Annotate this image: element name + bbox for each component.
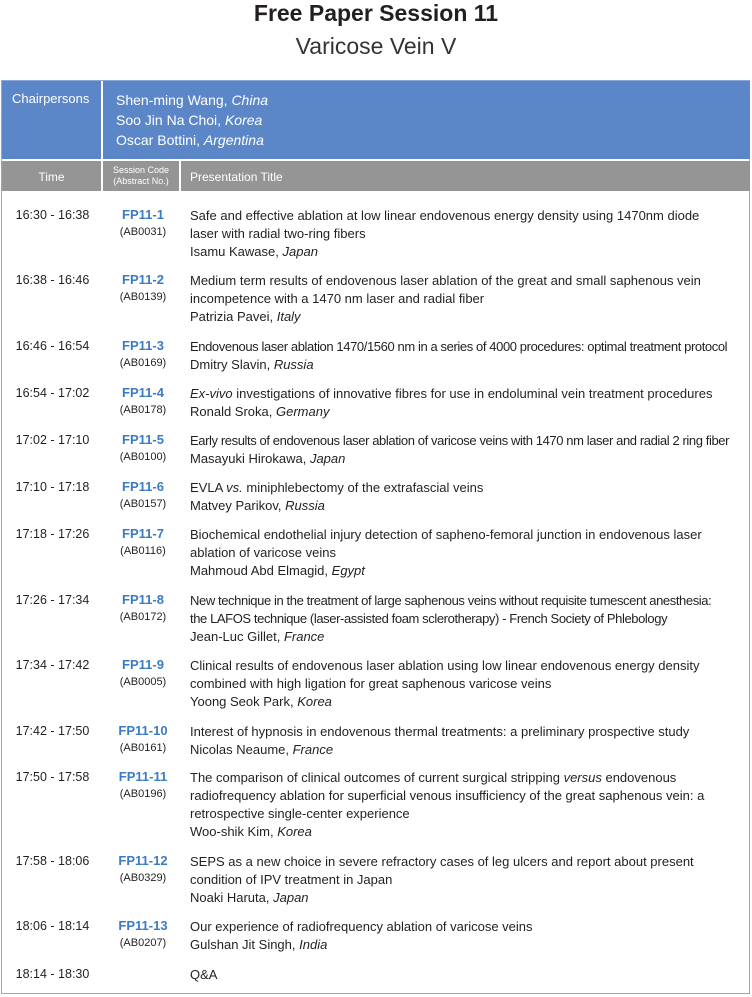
row-time: 16:46 - 16:54 [15,339,90,353]
author-name: Woo-shik Kim [190,824,270,839]
title-line: laser with radial two-ring fibers [190,226,366,241]
title-line: Early results of endovenous laser ablation of varicose veins with 1470 nm laser and radial 2 ring fiber [190,433,730,448]
title-line: Q&A [190,967,218,982]
row-author: Gulshan Jit Singh, India [190,937,328,952]
row-author: Noaki Haruta, Japan [190,890,309,905]
header-session-code [103,165,179,187]
author-name: Isamu Kawase [190,244,276,259]
title-line: Endovenous laser ablation 1470/1560 nm in a series of 4000 procedures: optimal treatment protocol [190,339,728,354]
author-country: Korea [277,824,312,839]
author-country: France [292,742,334,757]
chairperson-country: China [231,92,269,108]
author-name: Yoong Seok Park [190,694,290,709]
row-abstract-no: (AB0139) [119,291,167,303]
title-line: Our experience of radiofrequency ablation of varicose veins [190,919,533,934]
session-subtitle: Varicose Vein V [295,33,457,59]
chairperson-name: Oscar Bottini [116,132,197,148]
row-time: 17:26 - 17:34 [15,593,90,607]
row-author: Woo-shik Kim, Korea [190,824,312,839]
title-line: incompetence with a 1470 nm laser and radial fiber [190,291,485,306]
row-time: 18:06 - 18:14 [15,919,90,933]
author-name: Jean-Luc Gillet [190,629,277,644]
row-time: 16:30 - 16:38 [15,208,90,222]
author-country: Germany [276,404,330,419]
title-line: Biochemical endothelial injury detection of sapheno-femoral junction in endovenous laser [190,527,702,542]
author-name: Matvey Parikov [190,498,278,513]
row-abstract-no: (AB0169) [119,357,167,369]
title-text: investigations of innovative fibres for use in endoluminal vein treatment procedures [232,386,713,401]
title-line: combined with high ligation for great saphenous varicose veins [190,676,552,691]
chairpersons-list [116,90,268,150]
author-name: Dmitry Slavin [190,357,267,372]
column-divider [179,161,181,191]
row-abstract-no: (AB0196) [119,788,167,800]
row-author: Ronald Sroka, Germany [190,404,330,419]
title-line: ablation of varicose veins [190,545,336,560]
title-line [190,769,752,787]
author-country: India [299,937,328,952]
row-session-code: FP11-9 [122,657,164,672]
author-country: Russia [273,357,314,372]
chairperson-country: Korea [224,112,263,128]
chairperson-3: Oscar Bottini, Argentina [116,132,264,148]
author-country: Korea [297,694,332,709]
row-title [190,592,752,646]
title-line [190,479,752,497]
row-session-code: FP11-1 [122,207,164,222]
row-abstract-no: (AB0031) [119,226,167,238]
row-abstract-no: (AB0100) [119,451,167,463]
row-time: 17:10 - 17:18 [15,480,90,494]
row-title [190,432,752,468]
chairperson-1: Shen-ming Wang, China [116,92,269,108]
row-title [190,272,752,326]
title-text: miniphlebectomy of the extrafascial veins [242,480,484,495]
author-name: Noaki Haruta [190,890,266,905]
title-line [190,385,752,403]
row-time: 17:34 - 17:42 [15,658,90,672]
row-abstract-no: (AB0157) [119,498,167,510]
row-time: 18:14 - 18:30 [15,967,90,981]
row-author: Mahmoud Abd Elmagid, Egypt [190,563,365,578]
title-line: New technique in the treatment of large saphenous veins without requisite tumescent anesthesia: [190,593,712,608]
header-code-line1: Session Code [112,165,170,175]
header-code-line2: (Abstract No.) [113,176,169,186]
title-line: Medium term results of endovenous laser ablation of the great and small saphenous vein [190,273,701,288]
author-country: France [283,629,325,644]
author-name: Mahmoud Abd Elmagid [190,563,325,578]
title-line: the LAFOS technique (laser-assisted foam sclerotherapy) - French Society of Phlebology [190,611,668,626]
row-abstract-no: (AB0005) [119,676,167,688]
row-abstract-no: (AB0172) [119,611,167,623]
row-author: Matvey Parikov, Russia [190,498,325,513]
row-title [190,207,752,261]
author-country: Russia [285,498,325,513]
chairperson-name: Shen-ming Wang [116,92,224,108]
row-session-code: FP11-12 [118,853,168,868]
title-italic: Ex-vivo [190,386,233,401]
row-author: Masayuki Hirokawa, Japan [190,451,346,466]
row-author: Yoong Seok Park, Korea [190,694,332,709]
chairperson-2: Soo Jin Na Choi, Korea [116,112,263,128]
row-author: Jean-Luc Gillet, France [190,629,325,644]
row-title [190,385,752,421]
title-line: Interest of hypnosis in endovenous thermal treatments: a preliminary prospective study [190,724,690,739]
row-author: Isamu Kawase, Japan [190,244,318,259]
author-country: Italy [276,309,301,324]
row-abstract-no: (AB0178) [119,404,167,416]
row-title [190,526,752,580]
title-text: endovenous [601,770,677,785]
title-line: retrospective single-center experience [190,806,410,821]
row-session-code: FP11-2 [122,272,164,287]
row-abstract-no: (AB0329) [119,872,167,884]
header-presentation-title: Presentation Title [190,170,283,184]
row-time: 17:50 - 17:58 [15,770,90,784]
author-country: Japan [282,244,318,259]
row-title [190,966,752,984]
row-title [190,657,752,711]
author-country: Egypt [331,563,365,578]
title-line: condition of IPV treatment in Japan [190,872,393,887]
chairpersons-label: Chairpersons [12,91,90,106]
row-title [190,338,752,374]
chairperson-name: Soo Jin Na Choi [116,112,218,128]
title-italic: vs. [226,480,243,495]
author-country: Japan [273,890,309,905]
row-time: 16:38 - 16:46 [15,273,90,287]
row-author: Nicolas Neaume, France [190,742,334,757]
row-time: 17:02 - 17:10 [15,433,90,447]
row-session-code: FP11-5 [122,432,164,447]
title-text: The comparison of clinical outcomes of current surgical stripping [190,770,564,785]
row-session-code: FP11-13 [118,918,168,933]
author-name: Gulshan Jit Singh [190,937,292,952]
header-time: Time [38,170,65,184]
row-time: 17:42 - 17:50 [15,724,90,738]
row-abstract-no: (AB0161) [119,742,167,754]
row-title [190,918,752,954]
title-line: radiofrequency ablation for superficial venous insufficiency of the great saphenous vein: a [190,788,705,803]
row-session-code: FP11-10 [118,723,168,738]
row-abstract-no: (AB0207) [119,937,167,949]
author-country: Japan [309,451,346,466]
row-session-code: FP11-3 [122,338,164,353]
author-name: Ronald Sroka [190,404,269,419]
row-abstract-no: (AB0116) [120,545,166,557]
row-time: 17:58 - 18:06 [15,854,90,868]
row-title [190,723,752,759]
title-italic: versus [563,770,602,785]
author-name: Patrizia Pavei [190,309,270,324]
row-session-code: FP11-11 [118,769,168,784]
title-line: Safe and effective ablation at low linear endovenous energy density using 1470nm diode [190,208,700,223]
row-title [190,853,752,907]
row-title [190,769,752,841]
title-line: SEPS as a new choice in severe refractory cases of leg ulcers and report about present [190,854,694,869]
row-time: 17:18 - 17:26 [15,527,90,541]
row-author: Dmitry Slavin, Russia [190,357,314,372]
title-text: EVLA [190,480,227,495]
row-session-code: FP11-4 [122,385,164,400]
row-session-code: FP11-6 [122,479,164,494]
row-time: 16:54 - 17:02 [15,386,90,400]
row-author: Patrizia Pavei, Italy [190,309,301,324]
author-name: Nicolas Neaume [190,742,286,757]
chairperson-country: Argentina [203,132,264,148]
session-title: Free Paper Session 11 [253,0,499,26]
row-session-code: FP11-8 [122,592,164,607]
row-session-code: FP11-7 [122,526,164,541]
chairpersons-divider [101,81,103,159]
title-line: Clinical results of endovenous laser ablation using low linear endovenous energy density [190,658,700,673]
chairpersons-band [2,81,750,159]
row-title [190,479,752,515]
author-name: Masayuki Hirokawa [190,451,303,466]
